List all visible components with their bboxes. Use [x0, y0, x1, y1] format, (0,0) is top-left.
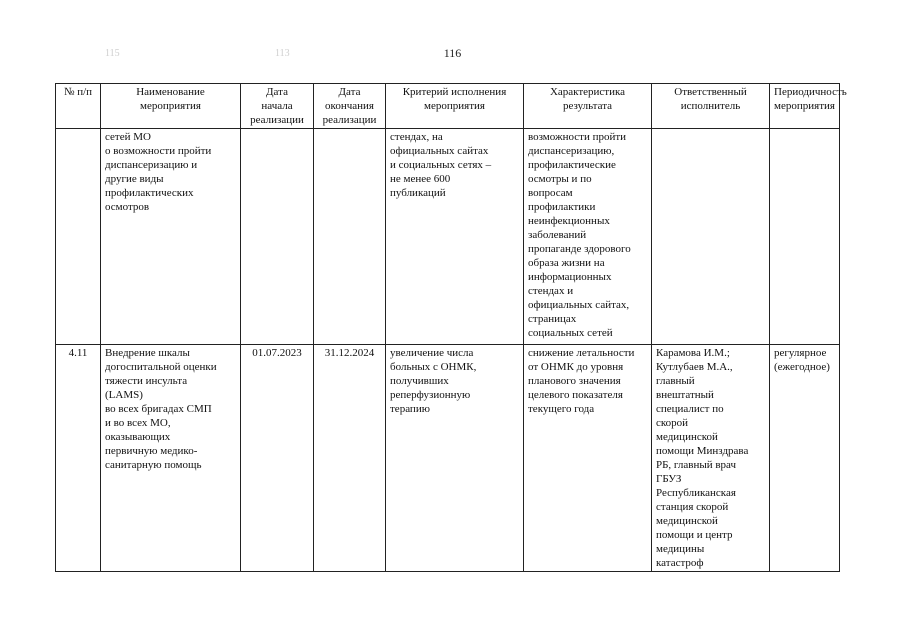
- page-number: 116: [443, 46, 462, 60]
- header-start-date: Дата начала реализации: [241, 84, 314, 129]
- cell-responsible: [652, 129, 770, 345]
- table-row: [56, 345, 840, 572]
- header-end-date: Дата окончания реализации: [314, 84, 386, 129]
- cell-end-date: [314, 129, 386, 345]
- table-row: [56, 129, 840, 345]
- cell-responsible: Карамова И.М.; Кутлубаев М.А., главный внештатный специалист по скорой медицинской помощи Минздрава РБ, главный врач ГБУЗ Республиканская станция скорой медицинской помощи и центр медицины катастроф: [652, 345, 770, 572]
- cell-periodicity: регулярное (ежегодное): [770, 345, 840, 572]
- header-result: Характеристика результата: [524, 84, 652, 129]
- faint-page-number-middle: 113: [275, 48, 290, 59]
- cell-name: сетей МО о возможности пройти диспансеризацию и другие виды профилактических осмотров: [101, 129, 241, 345]
- cell-periodicity: [770, 129, 840, 345]
- header-criterion: Критерий исполнения мероприятия: [386, 84, 524, 129]
- cell-number: 4.11: [56, 345, 101, 572]
- cell-criterion: увеличение числа больных с ОНМК, получивших реперфузионную терапию: [386, 345, 524, 572]
- cell-criterion: стендах, на официальных сайтах и социальных сетях – не менее 600 публикаций: [386, 129, 524, 345]
- header-name: Наименование мероприятия: [101, 84, 241, 129]
- cell-number: [56, 129, 101, 345]
- header-periodicity: Периодичность мероприятия: [770, 84, 840, 129]
- table-header-row: [56, 84, 840, 129]
- cell-start-date: 01.07.2023: [241, 345, 314, 572]
- cell-result: снижение летальности от ОНМК до уровня планового значения целевого показателя текущего года: [524, 345, 652, 572]
- cell-result: возможности пройти диспансеризацию, профилактические осмотры и по вопросам профилактики неинфекционных заболеваний пропаганде здорового образа жизни на информационных стендах и официальных сайтах, страницах социальных сетей: [524, 129, 652, 345]
- cell-end-date: 31.12.2024: [314, 345, 386, 572]
- faint-page-number-left: 115: [105, 48, 120, 59]
- cell-name: Внедрение шкалы догоспитальной оценки тяжести инсульта (LAMS) во всех бригадах СМП и во всех МО, оказывающих первичную медико- санитарную помощь: [101, 345, 241, 572]
- activity-plan-table: [55, 83, 847, 572]
- header-responsible: Ответственный исполнитель: [652, 84, 770, 129]
- header-number: № п/п: [56, 84, 101, 129]
- cell-start-date: [241, 129, 314, 345]
